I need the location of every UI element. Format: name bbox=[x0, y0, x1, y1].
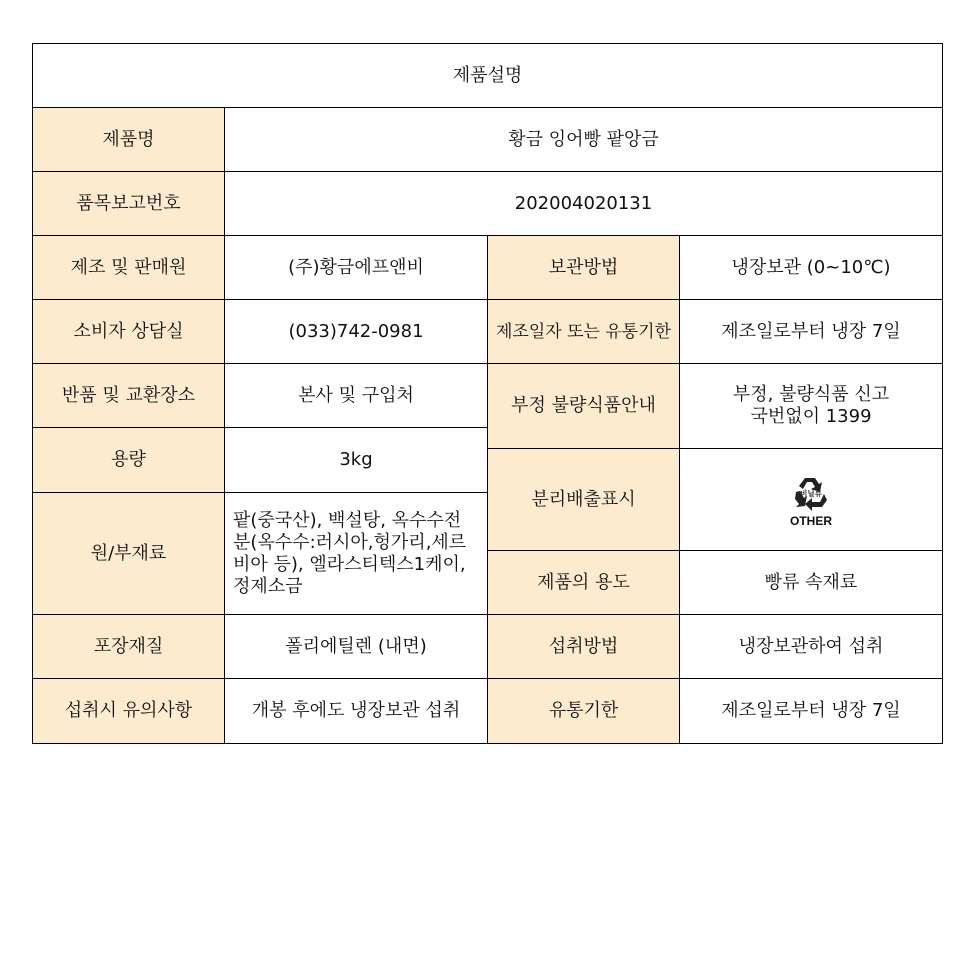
label-text: 제조 및 판매원 bbox=[70, 256, 187, 278]
value-expiry bbox=[680, 679, 943, 744]
label-text: 부정 불량식품안내 bbox=[511, 395, 656, 416]
value-caution bbox=[225, 679, 488, 744]
value-text: 빵류 속재료 bbox=[764, 571, 858, 593]
value-text: 황금 잉어빵 팥앙금 bbox=[508, 128, 659, 150]
label-ingredients bbox=[33, 493, 225, 615]
value-text: 제조일로부터 냉장 7일 bbox=[721, 320, 901, 342]
value-report-number bbox=[225, 172, 943, 236]
label-report-number bbox=[33, 172, 225, 236]
value-text: 본사 및 구입처 bbox=[298, 384, 414, 406]
value-storage bbox=[680, 236, 943, 300]
label-text: 유통기한 bbox=[548, 700, 619, 721]
label-manufacturer bbox=[33, 236, 225, 300]
label-storage bbox=[488, 236, 680, 300]
recycle-mark bbox=[790, 472, 832, 528]
value-usage bbox=[680, 551, 943, 615]
label-text: 포장재질 bbox=[93, 635, 164, 657]
label-text: 제품명 bbox=[102, 128, 155, 150]
label-text: 품목보고번호 bbox=[76, 192, 181, 214]
label-packaging bbox=[33, 615, 225, 679]
value-text: 개봉 후에도 냉장보관 섭취 bbox=[251, 700, 461, 721]
label-text: 섭취시 유의사항 bbox=[64, 700, 193, 721]
label-consumer-office bbox=[33, 300, 225, 364]
value-text: 폴리에틸렌 (내면) bbox=[285, 635, 427, 657]
value-intake bbox=[680, 615, 943, 679]
value-product-name bbox=[225, 108, 943, 172]
label-text: 섭취방법 bbox=[548, 635, 619, 657]
recycle-mark-sub: OTHER bbox=[790, 513, 832, 528]
value-packaging bbox=[225, 615, 488, 679]
recycle-mark-text: 비닐류 bbox=[800, 488, 822, 498]
value-recycle bbox=[680, 449, 943, 551]
value-text: 202004020131 bbox=[514, 192, 653, 214]
ingredient-line: 팥(중국산), 백설탕, 옥수수전 bbox=[233, 509, 462, 531]
value-consumer-office bbox=[225, 300, 488, 364]
label-return-place bbox=[33, 364, 225, 428]
label-text: 제품의 용도 bbox=[537, 571, 630, 593]
value-expiry-full bbox=[680, 300, 943, 364]
label-text: 용량 bbox=[111, 449, 146, 470]
value-line-1: 부정, 불량식품 신고 bbox=[732, 384, 890, 405]
value-report-bad-food bbox=[680, 364, 943, 449]
label-report-bad-food bbox=[488, 364, 680, 449]
label-text: 보관방법 bbox=[548, 256, 619, 278]
label-product-name bbox=[33, 108, 225, 172]
value-line-2: 국번없이 1399 bbox=[750, 406, 872, 427]
table-title-text: 제품설명 bbox=[452, 64, 523, 86]
label-intake bbox=[488, 615, 680, 679]
label-text: 제조일자 또는 유통기한 bbox=[495, 321, 672, 342]
value-text: 제조일로부터 냉장 7일 bbox=[721, 700, 901, 721]
label-capacity bbox=[33, 428, 225, 493]
ingredient-line: 비아 등), 엘라스티텍스1케이, bbox=[233, 553, 466, 575]
label-usage bbox=[488, 551, 680, 615]
ingredient-line: 정제소금 bbox=[233, 575, 303, 597]
label-text: 분리배출표시 bbox=[531, 488, 636, 510]
value-ingredients bbox=[225, 493, 488, 615]
recycle-vinyl-icon bbox=[791, 472, 831, 512]
value-manufacturer bbox=[225, 236, 488, 300]
label-text: 소비자 상담실 bbox=[73, 320, 184, 342]
label-expiry-full bbox=[488, 300, 680, 364]
label-text: 원/부재료 bbox=[90, 542, 167, 564]
ingredient-line: 분(옥수수:러시아,헝가리,세르 bbox=[233, 531, 467, 553]
value-text: 냉장보관 (0~10℃) bbox=[731, 256, 891, 278]
value-text: (주)황금에프앤비 bbox=[288, 256, 424, 278]
value-text: 3kg bbox=[339, 449, 373, 470]
value-text: (033)742-0981 bbox=[288, 320, 424, 342]
product-info-table bbox=[32, 43, 943, 744]
label-caution bbox=[33, 679, 225, 744]
label-expiry bbox=[488, 679, 680, 744]
table-title bbox=[33, 44, 943, 108]
value-text: 냉장보관하여 섭취 bbox=[738, 635, 884, 657]
label-text: 반품 및 교환장소 bbox=[61, 384, 196, 406]
value-return-place bbox=[225, 364, 488, 428]
label-recycle bbox=[488, 449, 680, 551]
value-capacity bbox=[225, 428, 488, 493]
